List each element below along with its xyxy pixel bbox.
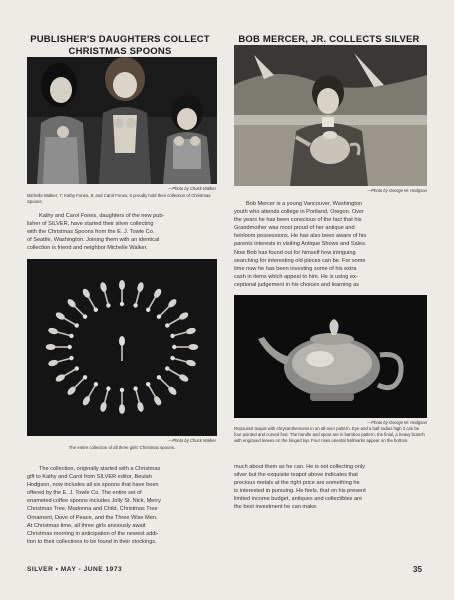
spoon-collection-photo (27, 259, 217, 436)
text-line: is interested in pursuing. He feels, that on his present (234, 488, 366, 495)
teapot-photo (234, 295, 427, 418)
text-line: limited income budget, antiques and collectibles are (234, 496, 363, 503)
photo-credit: —Photo by George W. Hodgson (367, 188, 427, 193)
text-line: collection is friend and neighbor Michelle Walker. (27, 245, 148, 252)
right-paragraph-2 (234, 463, 428, 512)
text-line: of Seattle, Washington. Joining them with an identical (27, 237, 160, 244)
text-line: Now Bob has found out for himself how intriguing (234, 249, 356, 256)
text-line: The collection, originally started with a Christmas (39, 466, 161, 472)
left-headline: PUBLISHER'S DAUGHTERS COLLECT CHRISTMAS SPOONS (30, 34, 210, 57)
page-number: 35 (413, 565, 422, 574)
right-headline: BOB MERCER, JR. COLLECTS SILVER (238, 34, 420, 45)
text-line: much about them as he can. He is not collecting only (234, 464, 365, 470)
text-line: tion to their collections to be found in their stockings. (27, 538, 157, 545)
photo-caption: Michelle Walker, 7; Kathy Fones, 8; and Carol Fones, 5 proudly hold their collection of Christmas Spoons. (27, 193, 211, 204)
photo-credit: —Photo by Chuck Walker (168, 438, 216, 443)
left-paragraph-1 (27, 212, 219, 252)
girls-with-spoons-photo (27, 57, 217, 184)
photo-credit: —Photo by George W. Hodgson (367, 420, 427, 425)
text-line: Kathy and Carol Fones, daughters of the new pub- (39, 213, 165, 219)
text-line: precious metals at the right price are something he (234, 480, 360, 487)
text-line: silver but the exquisite teapot above indicates that (234, 472, 358, 479)
text-line: searching for interesting old pieces can be. For some (234, 257, 366, 264)
text-line: ceptional judgement in his choices and learning as (234, 281, 360, 288)
text-line: Bob Mercer is a young Vancouver, Washington (246, 201, 362, 207)
text-line: parents interests in visiting Antique Shows and Sales. (234, 241, 367, 248)
text-line: Christmas morning in anticipation of the newest addi- (27, 530, 159, 537)
text-line: gift to Kathy and Carol from SILVER editor, Beulah (27, 474, 152, 481)
text-line: time now he has been investing some of his extra (234, 265, 357, 272)
text-line: enameled coffee spoons includes Jolly St. Nick, Merry (27, 498, 161, 505)
photo-caption: The entire collection of all three girls' Christmas spoons. (68, 445, 176, 450)
photo-caption: Repoussé teapot with chrysanthemums in an all-over pattern. Eye and a half radius high it can be four pointed and curved foot. The handle and spout are in bamboo pattern, the finial, a heavy branch with engraved leaves on the hinged top. Four rises oriental hallmarks appear on the bottom. (234, 426, 425, 443)
text-line: At Christmas time, all three girls anxiously await (27, 522, 146, 529)
footer-publication: SILVER • MAY - JUNE 1973 (27, 566, 123, 573)
text-line: heirloom possessions. He has also been aware of his (234, 233, 367, 240)
text-line: cash in items which appeal to him. He is using ex- (234, 273, 358, 280)
text-line: the best investment he can make. (234, 504, 318, 511)
left-paragraph-2 (27, 465, 219, 546)
text-line: offered by the E. J. Towle Co. The entire set of (27, 490, 142, 497)
text-line: youth who attends college in Portland, Oregon. Over (234, 209, 364, 216)
text-line: the years he has been conscious of the fact that his (234, 217, 362, 224)
text-line: Ornament, Dove of Peace, and the Three Wise Men. (27, 514, 158, 521)
right-paragraph-1 (234, 200, 428, 289)
text-line: lisher of SILVER, have started their silver collecting (27, 221, 154, 228)
text-line: Christmas Tree, Madonna and Child, Christmas Tree (27, 506, 158, 513)
photo-credit: —Photo by Chuck Walker (168, 186, 216, 191)
text-line: Hodgson, now includes all six spoons that have been (27, 482, 159, 489)
text-line: Grandmother was most proud of her antique and (234, 225, 355, 232)
bob-mercer-portrait-photo (234, 45, 427, 186)
text-line: with the Christmas Spoons from the E. J. Towle Co. (27, 229, 155, 236)
